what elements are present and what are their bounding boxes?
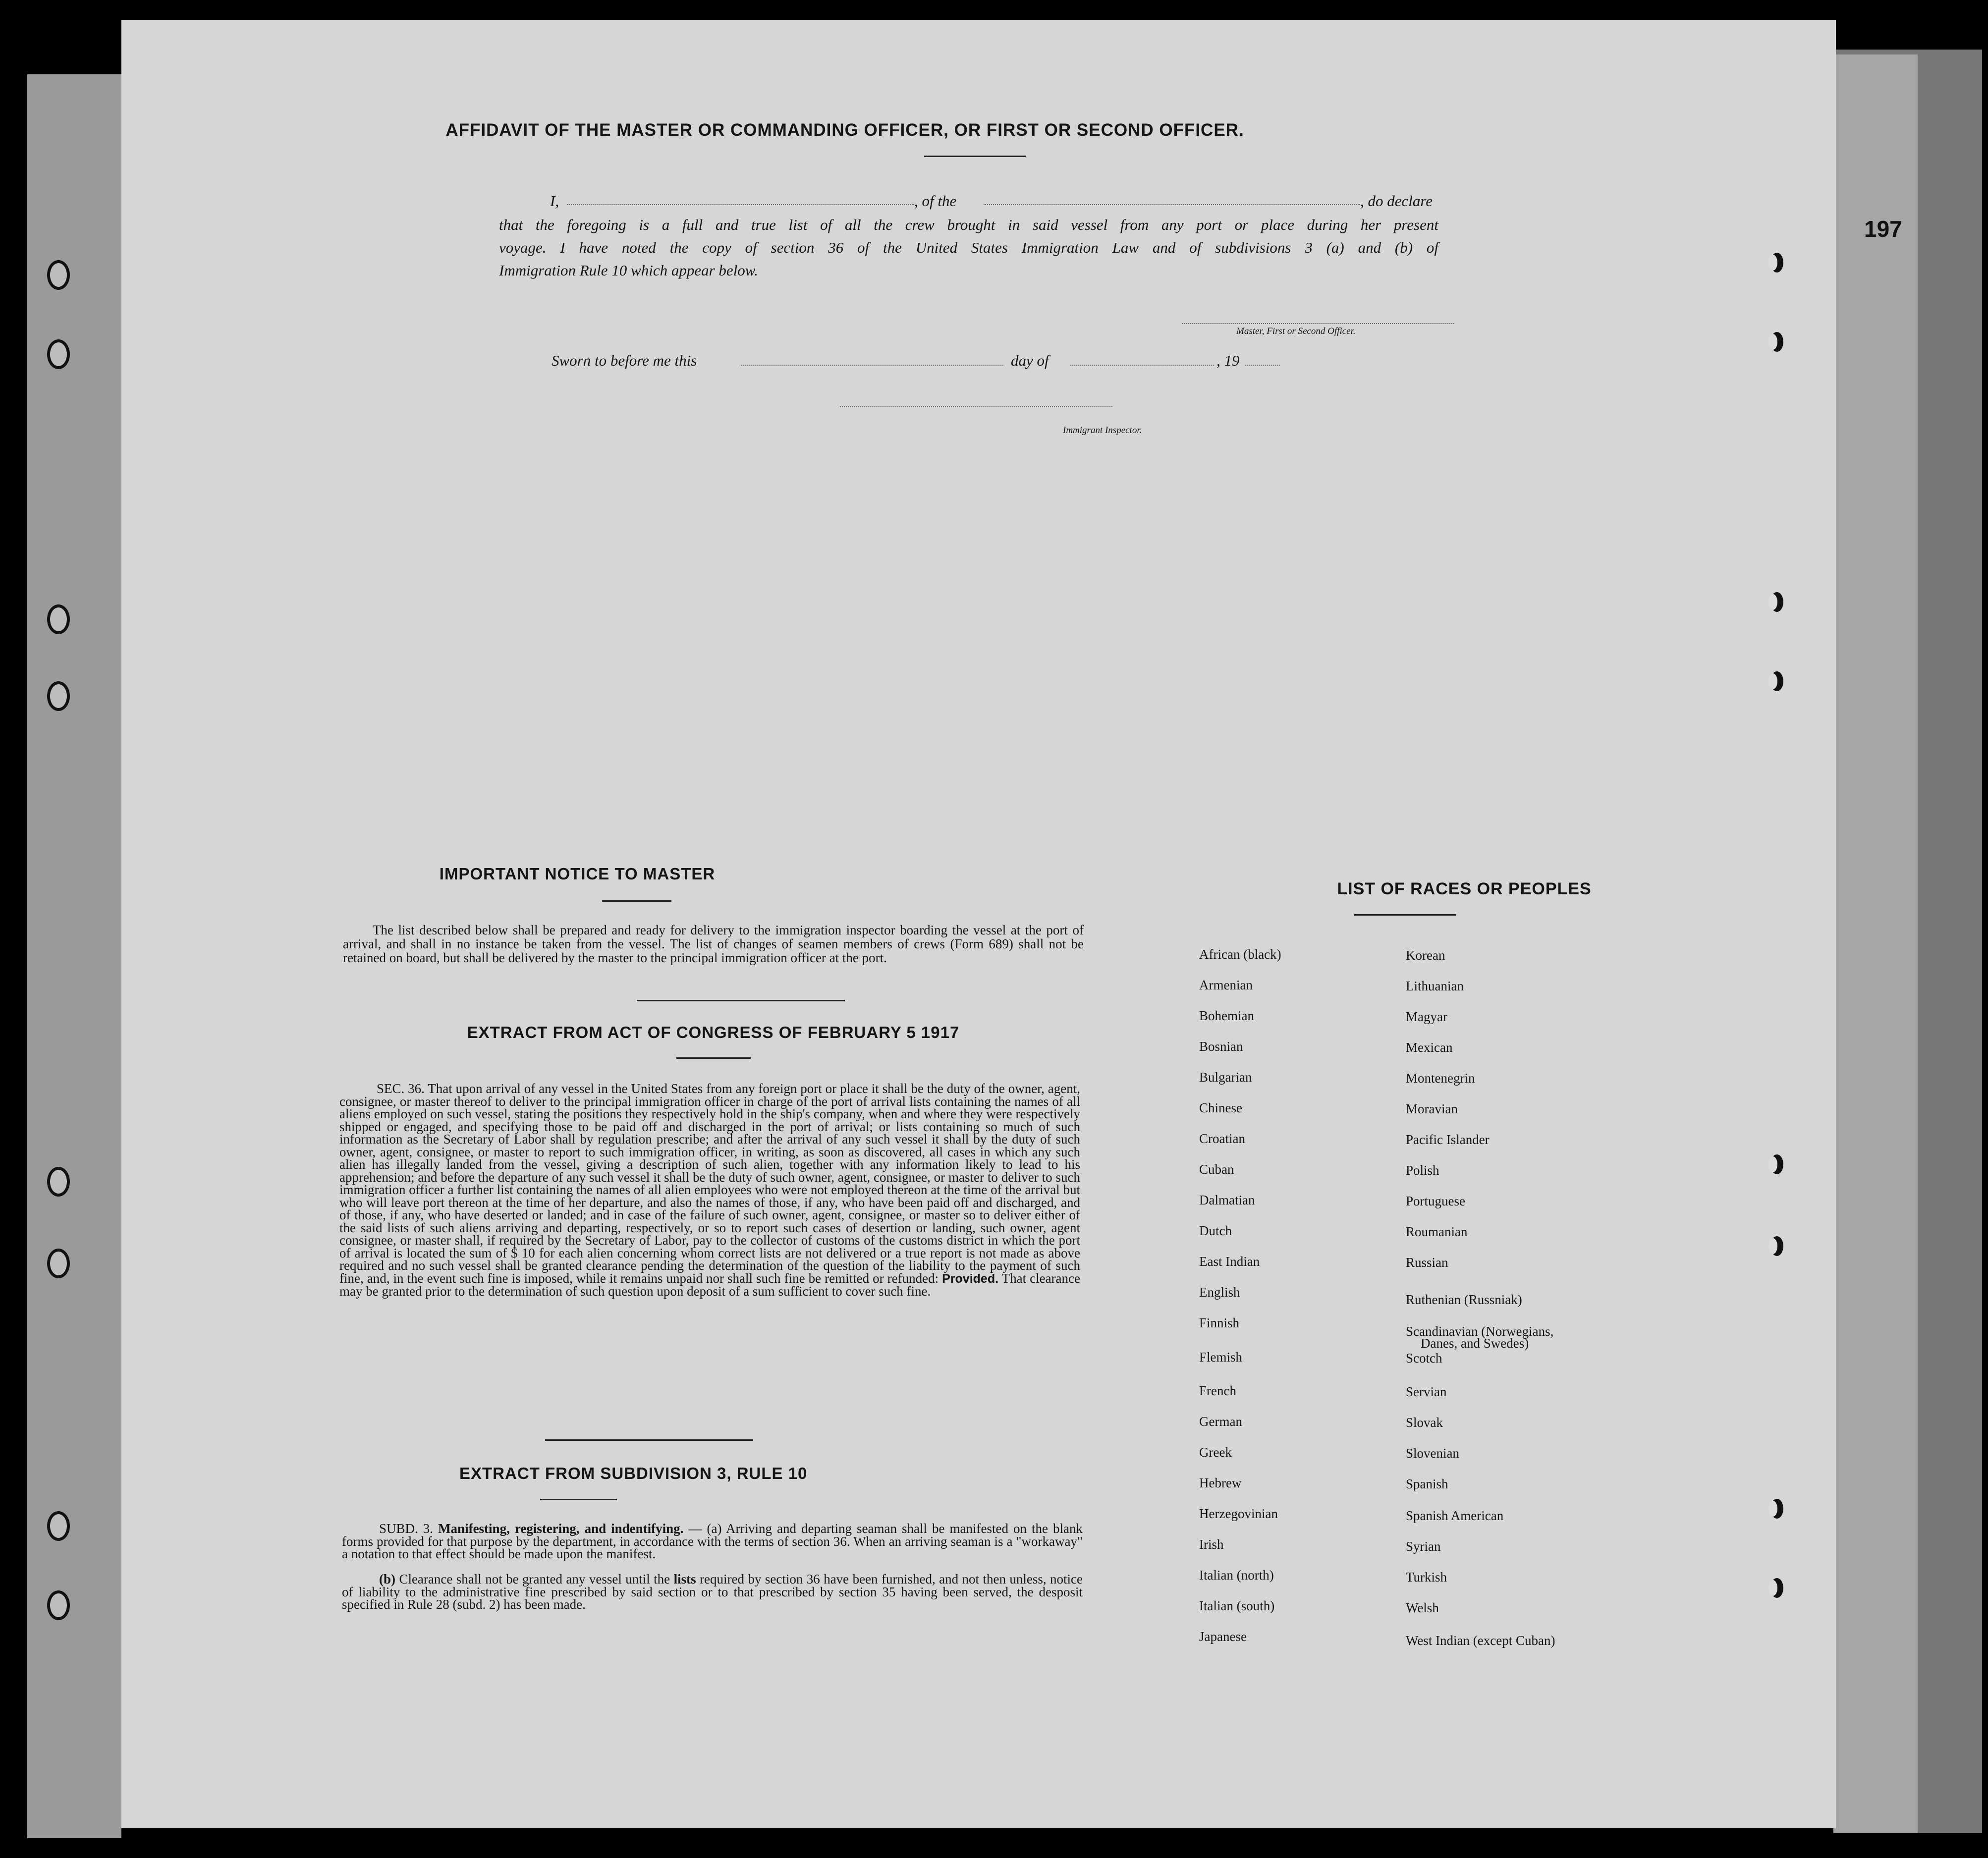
race-item: Pacific Islander — [1406, 1132, 1490, 1147]
punch-hole-icon — [1770, 332, 1783, 352]
race-item: Japanese — [1199, 1629, 1247, 1644]
punch-hole-icon — [1770, 253, 1783, 273]
race-item: Polish — [1406, 1163, 1439, 1178]
race-item: Lithuanian — [1406, 979, 1464, 993]
race-item: African (black) — [1199, 947, 1281, 962]
rule-para-b — [342, 1573, 1083, 1611]
race-item: Servian — [1406, 1384, 1447, 1399]
race-item: East Indian — [1199, 1254, 1260, 1269]
officer-caption: Master, First or Second Officer. — [1236, 326, 1356, 336]
rule-para-a — [342, 1523, 1083, 1561]
race-item: Croatian — [1199, 1131, 1245, 1146]
heading-rule — [924, 156, 1026, 157]
binder-hole-icon — [47, 1167, 70, 1197]
act-body-text: SEC. 36. That upon arrival of any vessel in the United States from any foreign port or place it shall be the duty of the owner, agent, consignee, or master thereof to deliver to the principal immigration officer in charge of the port of arrival lists containing the names of all aliens employed on such vessel, stating the positions they respectively hold in the ship's company, when and where they were respectively shipped or engaged, and specifying those to be paid off and discharged in the port of arrival; or lists containing so much of such information as the Secretary of Labor shall by regulation prescribe; and after the arrival of any such vessel it shall by the duty of such owner, agent, consignee, or master to report to such immigration officer, in writing, as soon as discovered, all cases in which any such alien has illegally landed from the vessel, giving a description of such alien, together with any information likely to lead to his apprehension; and before the departure of any such vessel it shall be the duty of such owner, agent, consignee, or master to deliver to such immigration officer a further list containing the names of all alien employees who were not employed thereon at the time of the arrival but who will leave port thereon at the time of her departure, and also the names of those, if any, who have been paid off and discharged, and of those, if any, who have deserted or landed; and in case of the failure of such owner, agent, consignee, or master so to deliver either of the said lists of such aliens arriving and departing, respectively, or so to report such cases of desertion or landing, such owner, agent consignee, or master shall, if required by the Secretary of Labor, pay to the collector of customs of the customs district in which the port of arrival is located the sum of $ 10 for each alien concerning whom correct lists are not delivered or a true report is not made as above required and no such vessel shall be granted clearance pending the determination of the question of the liability to the payment of such fine, and, in the event such fine is imposed, while it remains unpaid nor shall such fine be remitted or refunded: — [339, 1081, 1080, 1286]
vessel-blank-line[interactable] — [984, 204, 1360, 205]
race-item: Mexican — [1406, 1040, 1453, 1055]
affidavit-of-the: , of the — [914, 192, 957, 210]
race-item: Spanish — [1406, 1476, 1448, 1491]
para-b-1: Clearance shall not be granted any vessel until the — [399, 1572, 670, 1586]
affidavit-heading: AFFIDAVIT OF THE MASTER OR COMMANDING OFFICER, OR FIRST OR SECOND OFFICER. — [445, 120, 1244, 140]
act-heading: EXTRACT FROM ACT OF CONGRESS OF FEBRUARY 5 1917 — [467, 1023, 960, 1041]
act-rule — [676, 1057, 751, 1059]
race-item: Slovenian — [1406, 1446, 1459, 1461]
page-stack-right-light — [1833, 55, 1918, 1833]
race-item: Roumanian — [1406, 1224, 1468, 1239]
race-item: Portuguese — [1406, 1194, 1465, 1208]
section-rule-2 — [545, 1439, 753, 1441]
punch-hole-icon — [1770, 1499, 1783, 1519]
race-item: Bohemian — [1199, 1008, 1254, 1023]
race-item: Welsh — [1406, 1600, 1439, 1615]
punch-hole-icon — [1770, 1578, 1783, 1598]
affidavit-line-2: that the foregoing is a full and true list of all the crew brought in said vessel from any port or place during her present — [499, 216, 1438, 233]
race-item: Italian (north) — [1199, 1568, 1274, 1583]
race-item: Greek — [1199, 1445, 1232, 1460]
races-rule — [1354, 914, 1456, 916]
section-rule — [637, 1000, 845, 1001]
act-body — [339, 1083, 1080, 1298]
para-b-lists: lists — [673, 1572, 696, 1586]
race-item: Ruthenian (Russniak) — [1406, 1292, 1522, 1307]
race-item: Finnish — [1199, 1315, 1240, 1330]
race-item: Bulgarian — [1199, 1070, 1252, 1085]
race-item: Cuban — [1199, 1162, 1234, 1177]
race-item: French — [1199, 1383, 1236, 1398]
binder-hole-icon — [47, 260, 70, 290]
race-item: Syrian — [1406, 1539, 1441, 1554]
sworn-prefix: Sworn to before me this — [552, 352, 697, 369]
race-item: Chinese — [1199, 1100, 1242, 1115]
subd-prefix: SUBD. 3. — [379, 1521, 434, 1536]
race-item: English — [1199, 1285, 1240, 1300]
race-item: Hebrew — [1199, 1475, 1242, 1490]
race-item: Armenian — [1199, 978, 1253, 992]
race-item: Dutch — [1199, 1223, 1232, 1238]
race-item: West Indian (except Cuban) — [1406, 1633, 1555, 1648]
para-b-label: (b) — [379, 1572, 395, 1586]
provided-tail: That clearance may be granted prior to the determination of such question upon deposit of a sum sufficient to cover such fine. — [339, 1270, 1081, 1299]
punch-hole-icon — [1770, 1236, 1783, 1256]
race-item: Scandinavian (Norwegians, — [1406, 1324, 1554, 1339]
binder-hole-icon — [47, 339, 70, 369]
notice-rule — [602, 900, 671, 902]
affidavit-i: I, — [550, 192, 559, 210]
race-item: Spanish American — [1406, 1508, 1504, 1523]
sworn-year: , 19 — [1216, 352, 1240, 369]
subd-para-a: — (a) Arriving and departing seaman shall be manifested on the blank forms provided for that purpose by the department, in accordance with the terms of section 36. When an arriving seaman is a "workaway" a notation to that effect should be made upon the manifest. — [342, 1521, 1083, 1561]
subd-title: Manifesting, registering, and indentifying. — [438, 1521, 684, 1536]
race-item: Scotch — [1406, 1351, 1442, 1366]
race-item: Dalmatian — [1199, 1193, 1255, 1207]
sworn-year-line[interactable] — [1245, 365, 1280, 366]
race-item: Slovak — [1406, 1415, 1443, 1430]
document-page — [121, 20, 1836, 1828]
race-item: Turkish — [1406, 1570, 1447, 1585]
binder-hole-icon — [47, 1249, 70, 1278]
page-number: 197 — [1864, 216, 1902, 242]
sworn-month-line[interactable] — [1070, 365, 1214, 366]
races-heading: LIST OF RACES OR PEOPLES — [1337, 879, 1592, 898]
binder-left-strip — [27, 74, 121, 1838]
race-item: Flemish — [1199, 1350, 1243, 1365]
binder-hole-icon — [47, 604, 70, 634]
race-item: Bosnian — [1199, 1039, 1243, 1054]
provided-label: Provided. — [942, 1271, 999, 1286]
affidavit-do-declare: , do declare — [1360, 192, 1433, 210]
race-item: Moravian — [1406, 1101, 1458, 1116]
punch-hole-icon — [1770, 671, 1783, 691]
race-item: Irish — [1199, 1537, 1224, 1552]
binder-hole-icon — [47, 1511, 70, 1541]
race-item: Danes, and Swedes) — [1421, 1336, 1529, 1351]
notice-heading: IMPORTANT NOTICE TO MASTER — [439, 865, 716, 883]
race-item: Montenegrin — [1406, 1071, 1475, 1086]
affidavit-line-4: Immigration Rule 10 which appear below. — [499, 262, 758, 279]
punch-hole-icon — [1770, 1154, 1783, 1174]
race-item: Korean — [1406, 948, 1445, 963]
inspector-caption: Immigrant Inspector. — [1063, 425, 1142, 436]
binder-hole-icon — [47, 681, 70, 711]
race-item: German — [1199, 1414, 1242, 1429]
race-item: Italian (south) — [1199, 1598, 1275, 1613]
sworn-day-of: day of — [1011, 352, 1049, 369]
rule-rule — [540, 1499, 617, 1500]
officer-signature-line[interactable] — [1182, 323, 1454, 324]
punch-hole-icon — [1770, 592, 1783, 612]
para-b-2: required by section 36 have been furnished, and not then unless, notice of liability to the administrative fine prescribed by said section or to that prescribed by section 35 having been served, the desposit specified in Rule 28 (subd. 2) has been made. — [342, 1572, 1083, 1612]
rule-heading: EXTRACT FROM SUBDIVISION 3, RULE 10 — [459, 1464, 808, 1482]
affidavit-line-3: voyage. I have noted the copy of section 36 of the United States Immigration Law and of subdivisions 3 (a) and (b) of — [499, 239, 1438, 256]
notice-body: The list described below shall be prepared and ready for delivery to the immigration inspector boarding the vessel at the port of arrival, and shall in no instance be taken from the vessel. The list of changes of seamen members of crews (Form 689) shall not be retained on board, but shall be delivered by the master to the principal immigration officer at the port. — [343, 923, 1084, 965]
sworn-day-line[interactable] — [741, 365, 1003, 366]
binder-hole-icon — [47, 1590, 70, 1620]
name-blank-line[interactable] — [567, 204, 914, 205]
race-item: Magyar — [1406, 1009, 1447, 1024]
race-item: Herzegovinian — [1199, 1506, 1278, 1521]
race-item: Russian — [1406, 1255, 1448, 1270]
inspector-signature-line[interactable] — [840, 406, 1112, 407]
